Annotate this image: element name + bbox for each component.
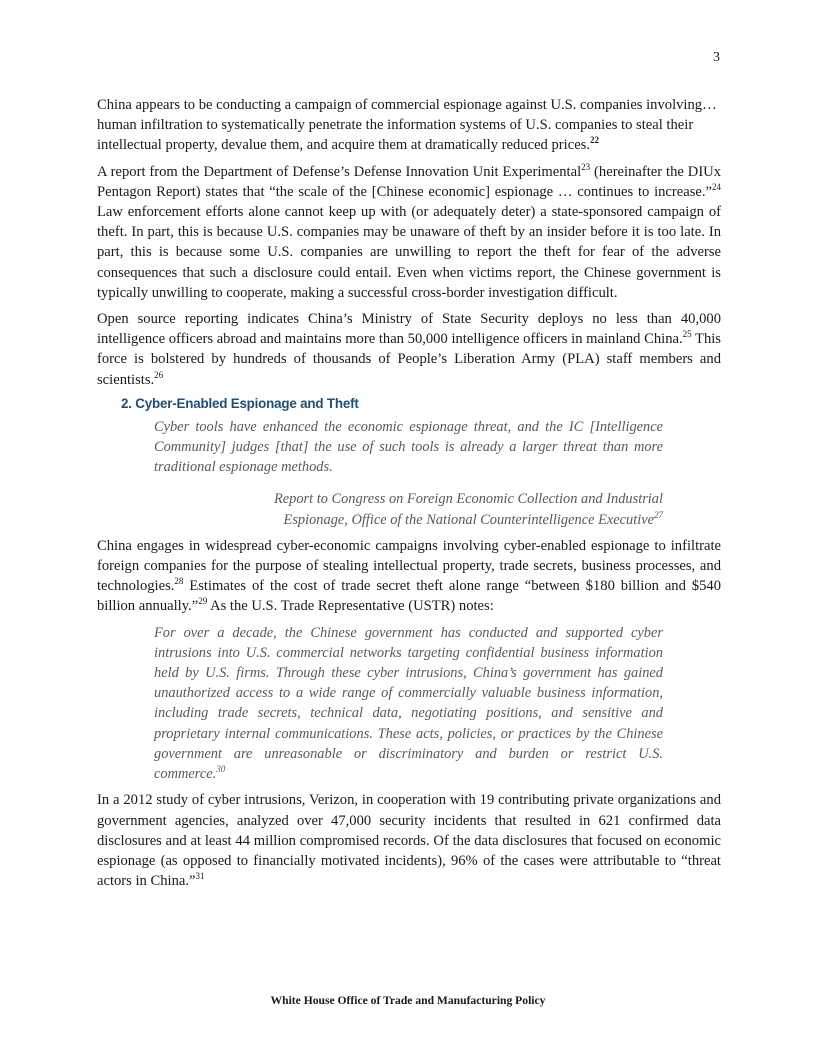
attribution-line: Report to Congress on Foreign Economic Collection and Industrial	[273, 491, 663, 508]
footnote-marker: 28	[174, 576, 184, 587]
paragraph-text: Law enforcement efforts alone cannot keep up with (or adequately deter) a state-sponsored campaign of theft. In part, this is because U.S. companies may be unaware of theft by an insider before it is too late. In part, this is because some U.S. companies are unwilling to report the theft for fear of the adverse consequences that such a disclosure could entail. Even when victims report, the Chinese government is typically unwilling to cooperate, making a successful cross-border investigation difficult.	[97, 204, 721, 301]
paragraph-cyber-campaigns	[97, 536, 721, 617]
page-content	[97, 95, 721, 897]
footnote-marker: 29	[198, 596, 208, 607]
footnote-marker: 31	[195, 871, 205, 882]
paragraph-text: In a 2012 study of cyber intrusions, Verizon, in cooperation with 19 contributing private organizations and government agencies, analyzed over 47,000 security incidents that resulted in 621 confirmed data disclosures and at least 44 million compromised records. Of the data disclosures that focused on economic espionage (as opposed to financially motivated incidents), 96% of the cases were attributable to “threat actors in China.”	[97, 792, 721, 890]
footnote-marker: 30	[216, 764, 226, 775]
paragraph-mss	[97, 309, 721, 390]
footnote-marker: 24	[712, 181, 721, 192]
page-footer: White House Office of Trade and Manufacturing Policy	[270, 994, 546, 1007]
paragraph-text: China appears to be conducting a campaign of commercial espionage against U.S. companies involving…human infiltration to systematically penetrate the information systems of U.S. companies to steal their intellectual property, devalue them, and acquire them at dramatically reduced prices.	[97, 97, 717, 154]
paragraph-diux-report	[97, 162, 721, 303]
paragraph-text: Open source reporting indicates China’s Ministry of State Security deploys no less than 40,000 intelligence officers abroad and maintains more than 50,000 intelligence officers in mainland China.	[97, 311, 721, 348]
footnote-marker: 27	[654, 509, 663, 520]
paragraph-text: A report from the Department of Defense’s Defense Innovation Unit Experimental	[97, 163, 582, 180]
paragraph-text: This force is bolstered by hundreds of thousands of People’s Liberation Army (PLA) staff members and scientists.	[97, 331, 721, 388]
attribution-line: Espionage, Office of the National Counterintelligence Executive	[283, 511, 654, 528]
footnote-marker: 23	[581, 161, 591, 172]
paragraph-verizon-study	[97, 790, 721, 891]
block-quote-ustr	[154, 623, 663, 785]
footnote-marker: 26	[154, 369, 164, 380]
footnote-marker: 25	[682, 329, 692, 340]
footnote-marker: 22	[590, 135, 599, 146]
paragraph-text: (hereinafter the DIUx Pentagon Report) states that “the scale of the [Chinese economic] espionage … continues to increase.”	[97, 163, 722, 200]
quote-text: For over a decade, the Chinese government has conducted and supported cyber intrusions into U.S. commercial networks targeting confidential business information held by U.S. firms. Through these cyber intrusions, China’s government has gained unauthorized access to a wide range of commercially valuable business information, including trade secrets, technical data, negotiating positions, and sensitive and proprietary internal communications. These acts, policies, or practices by the Chinese government are unreasonable or discriminatory and burden or restrict U.S. commerce.	[154, 624, 663, 783]
quote-attribution	[154, 489, 663, 529]
paragraph-text: As the U.S. Trade Representative (USTR) notes:	[207, 598, 494, 615]
page-number: 3	[713, 50, 720, 65]
block-quote-ic: Cyber tools have enhanced the economic espionage threat, and the IC [Intelligence Community] judges [that] the use of such tools is already a larger threat than more traditional espionage methods.	[154, 418, 663, 476]
paragraph-text: Estimates of the cost of trade secret theft alone range “between $180 billion and $540 billion annually.”	[97, 578, 721, 615]
paragraph-intro-quote	[97, 95, 721, 156]
paragraph-text: China engages in widespread cyber-economic campaigns involving cyber-enabled espionage to infiltrate foreign companies for the purpose of stealing intellectual property, trade secrets, business processes, and technologies.	[97, 537, 721, 595]
section-heading: 2. Cyber-Enabled Espionage and Theft	[121, 395, 359, 411]
